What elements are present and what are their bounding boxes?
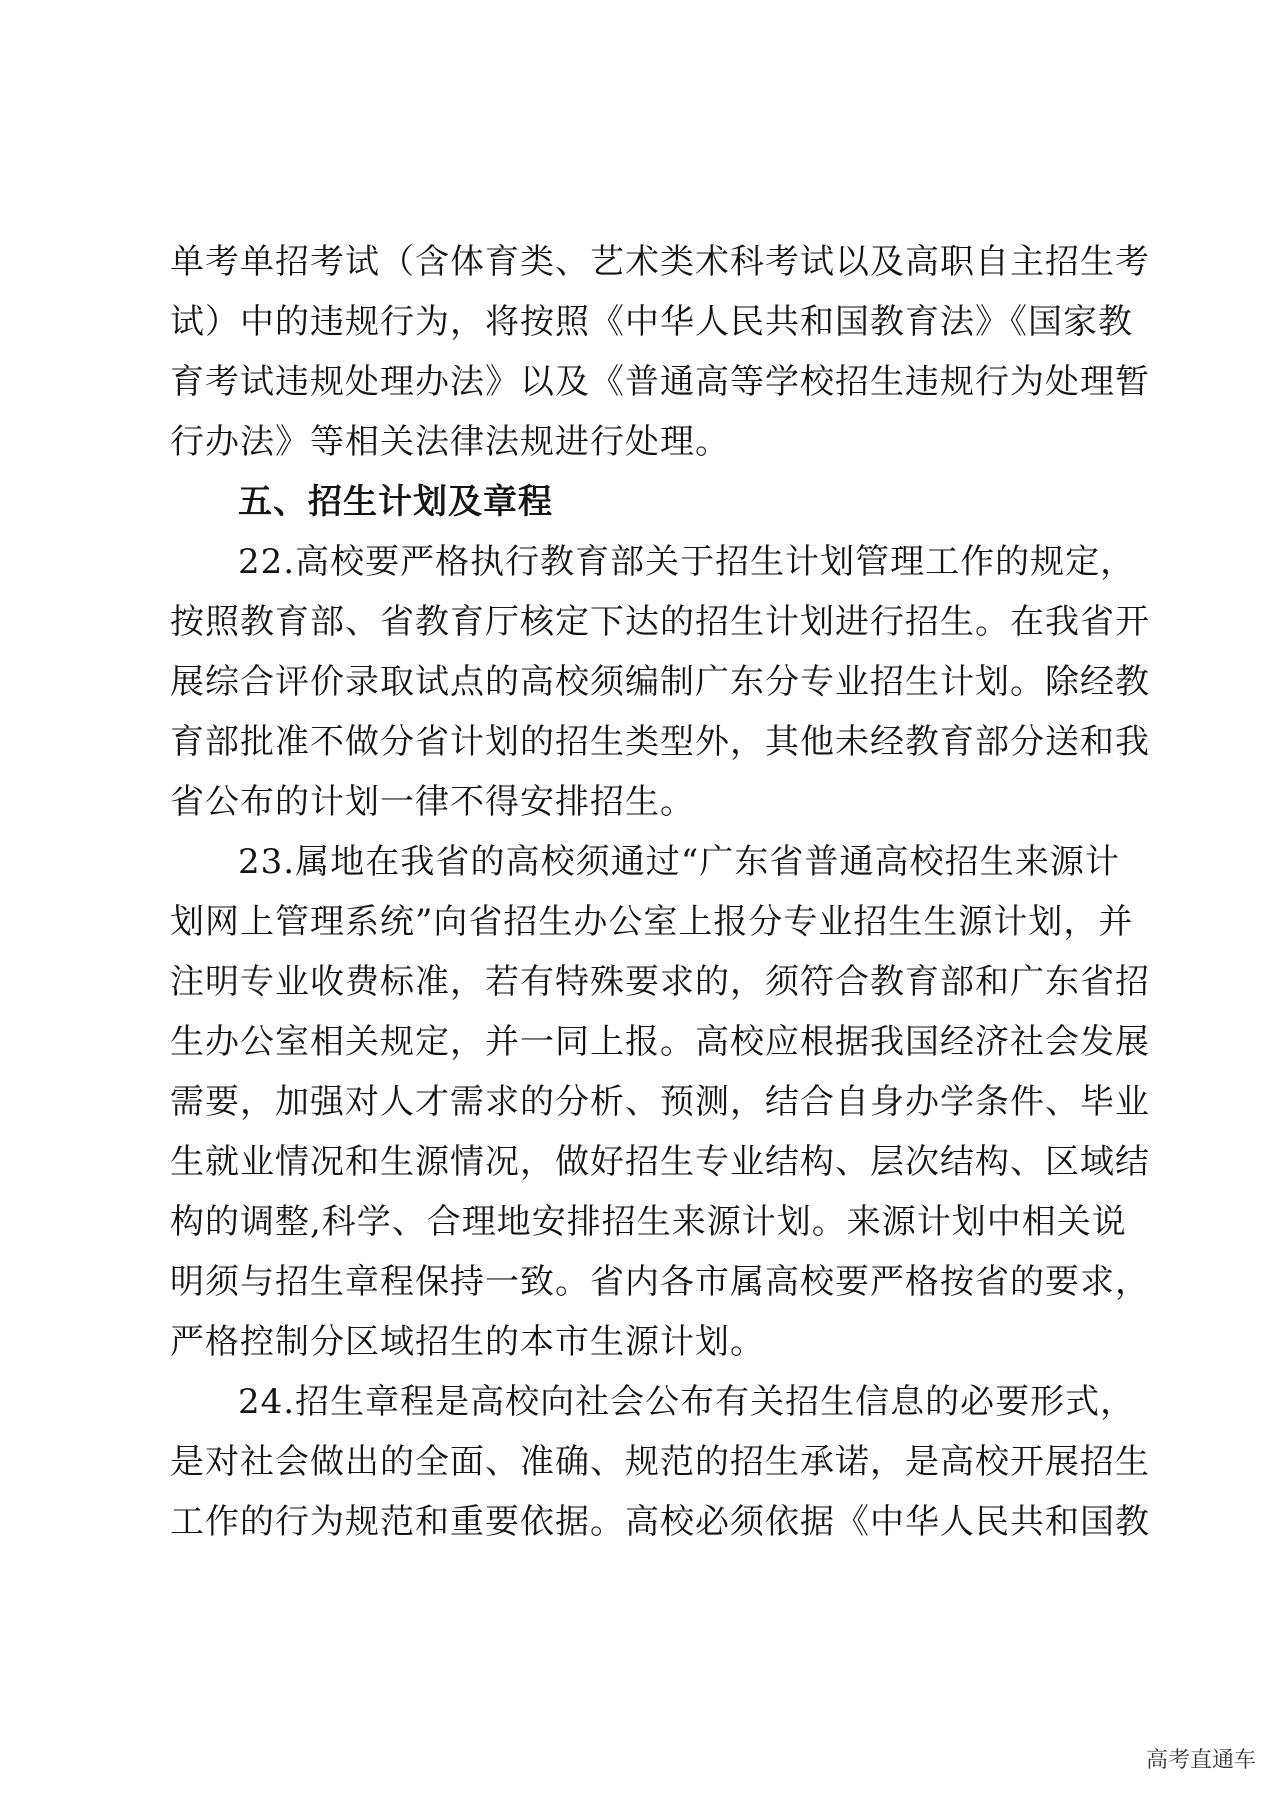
- text-line: 构的调整,科学、合理地安排招生来源计划。来源计划中相关说: [170, 1202, 1127, 1242]
- text-line: 划网上管理系统”向省招生办公室上报分专业招生生源计划，并: [170, 902, 1134, 942]
- text-line: 23.属地在我省的高校须通过“广东省普通高校招生来源计: [238, 842, 1120, 882]
- text-line: 注明专业收费标准，若有特殊要求的，须符合教育部和广东省招: [170, 962, 1150, 1002]
- text-line: 严格控制分区域招生的本市生源计划。: [170, 1322, 765, 1362]
- text-line: 24.招生章程是高校向社会公布有关招生信息的必要形式，: [238, 1382, 1136, 1422]
- paragraph-continuation: [170, 232, 1150, 472]
- text-line: 育部批准不做分省计划的招生类型外，其他未经教育部分送和我: [170, 722, 1150, 762]
- text-line: 展综合评价录取试点的高校须编制广东分专业招生计划。除经教: [170, 662, 1150, 702]
- text-line: 明须与招生章程保持一致。省内各市属高校要严格按省的要求，: [170, 1262, 1150, 1302]
- text-line: 行办法》等相关法律法规进行处理。: [170, 422, 730, 462]
- text-line: 省公布的计划一律不得安排招生。: [170, 782, 695, 822]
- text-line: 生就业情况和生源情况，做好招生专业结构、层次结构、区域结: [170, 1142, 1150, 1182]
- text-line: 单考单招考试（含体育类、艺术类术科考试以及高职自主招生考: [170, 242, 1150, 282]
- text-line: 按照教育部、省教育厅核定下达的招生计划进行招生。在我省开: [170, 602, 1150, 642]
- text-line: 需要，加强对人才需求的分析、预测，结合自身办学条件、毕业: [170, 1082, 1150, 1122]
- text-line: 试）中的违规行为，将按照《中华人民共和国教育法》《国家教: [170, 302, 1133, 342]
- paragraph-22: [170, 532, 1150, 832]
- text-line: 生办公室相关规定，并一同上报。高校应根据我国经济社会发展: [170, 1022, 1150, 1062]
- watermark: 高考直通车: [1140, 1741, 1262, 1776]
- text-line: 是对社会做出的全面、准确、规范的招生承诺，是高校开展招生: [170, 1442, 1150, 1482]
- document-page: [170, 232, 1150, 1552]
- section-heading: 五、招生计划及章程: [238, 482, 553, 522]
- paragraph-23: [170, 832, 1150, 1372]
- text-line: 22.高校要严格执行教育部关于招生计划管理工作的规定，: [238, 542, 1136, 582]
- text-line: 育考试违规处理办法》以及《普通高等学校招生违规行为处理暂: [170, 362, 1150, 402]
- paragraph-24: [170, 1372, 1150, 1552]
- text-line: 工作的行为规范和重要依据。高校必须依据《中华人民共和国教: [170, 1502, 1150, 1542]
